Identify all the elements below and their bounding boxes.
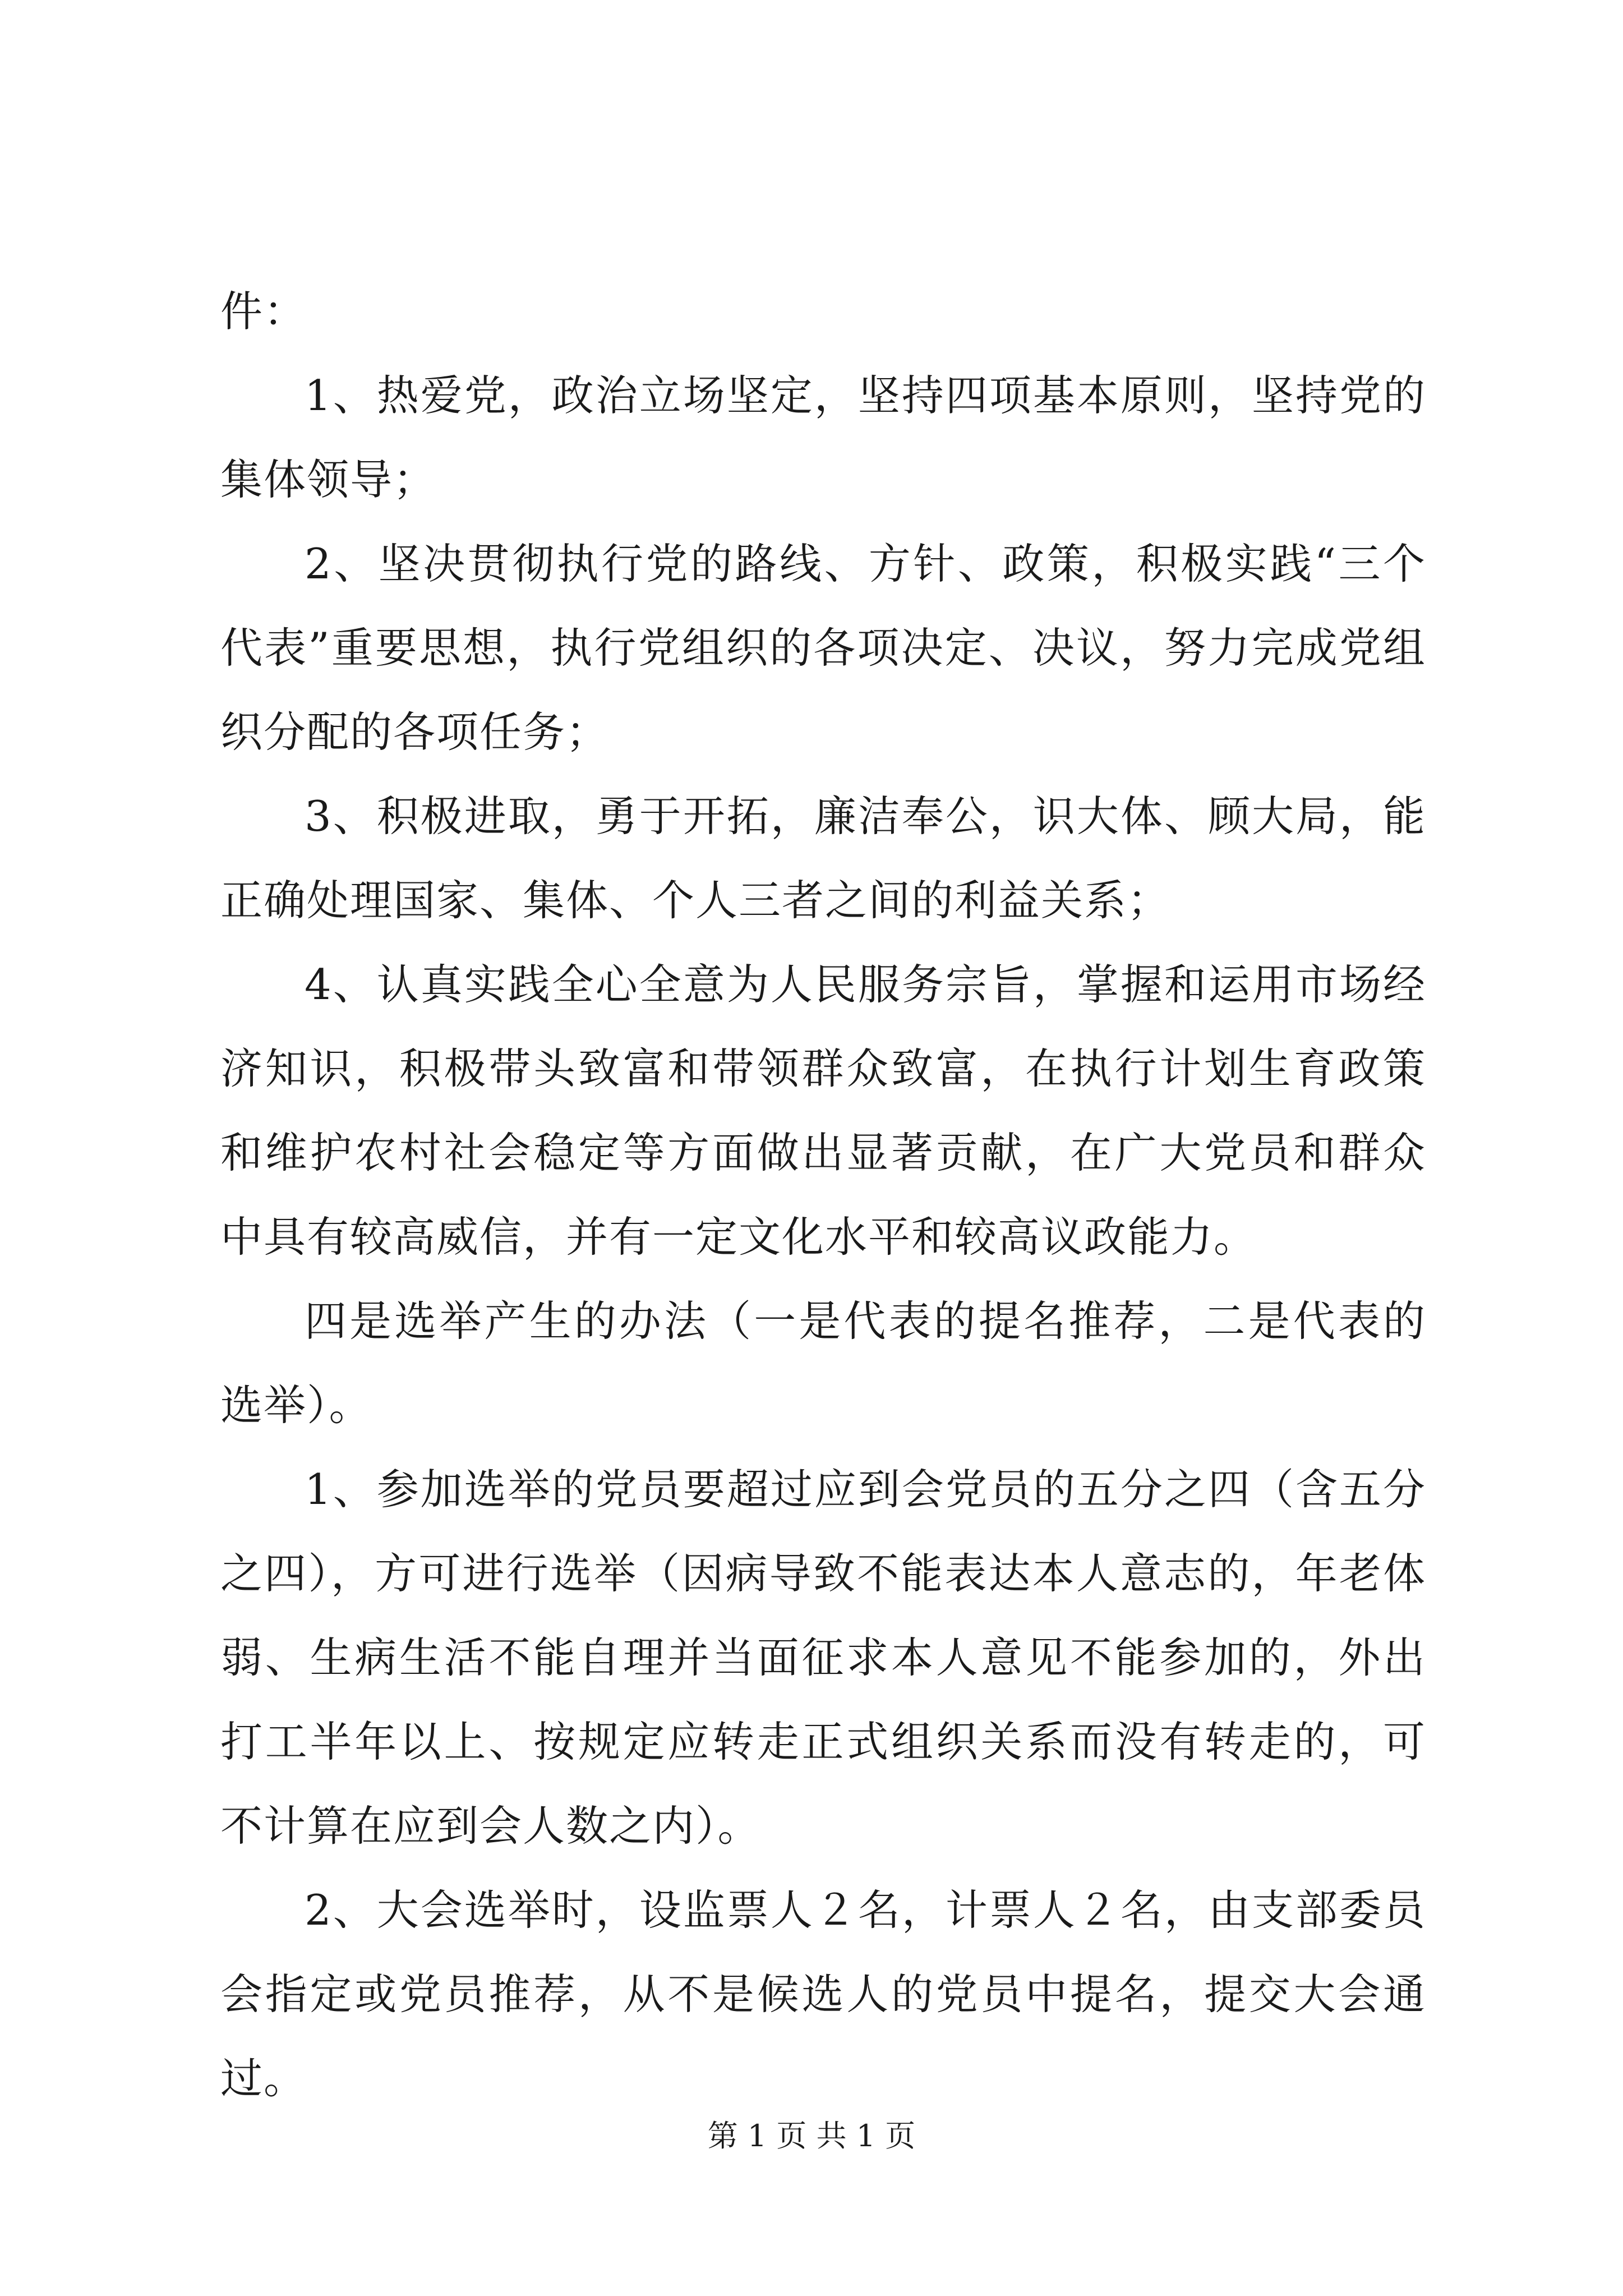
paragraph-8: 2、大会选举时，设监票人２名，计票人２名，由支部委员会指定或党员推荐，从不是候选人的党员中提名，提交大会通过。 — [220, 1885, 1426, 2103]
paragraph-5: 4、认真实践全心全意为人民服务宗旨，掌握和运用市场经济知识，积极带头致富和带领群众致富，在执行计划生育政策和维护农村社会稳定等方面做出显著贡献，在广大党员和群众中具有较高威信，并有一定文化水平和较高议政能力。 — [220, 960, 1426, 1262]
document-body — [220, 269, 1426, 2120]
paragraph-7: 1、参加选举的党员要超过应到会党员的五分之四（含五分之四），方可进行选举（因病导致不能表达本人意志的，年老体弱、生病生活不能自理并当面征求本人意见不能参加的，外出打工半年以上、按规定应转走正式组织关系而没有转走的，可不计算在应到会人数之内）。 — [220, 1465, 1426, 1851]
paragraph-6: 四是选举产生的办法（一是代表的提名推荐，二是代表的选举）。 — [220, 1296, 1426, 1430]
paragraph-4: 3、积极进取，勇于开拓，廉洁奉公，识大体、顾大局，能正确处理国家、集体、个人三者之间的利益关系； — [220, 792, 1426, 925]
paragraph-3: 2、坚决贯彻执行党的路线、方针、政策，积极实践“三个代表”重要思想，执行党组织的各项决定、决议，努力完成党组织分配的各项任务； — [220, 539, 1426, 757]
paragraph-2: 1、热爱党，政治立场坚定，坚持四项基本原则，坚持党的集体领导； — [220, 371, 1426, 504]
page-footer: 第 1 页 共 1 页 — [707, 2118, 916, 2154]
paragraph-1: 件： — [220, 287, 307, 336]
